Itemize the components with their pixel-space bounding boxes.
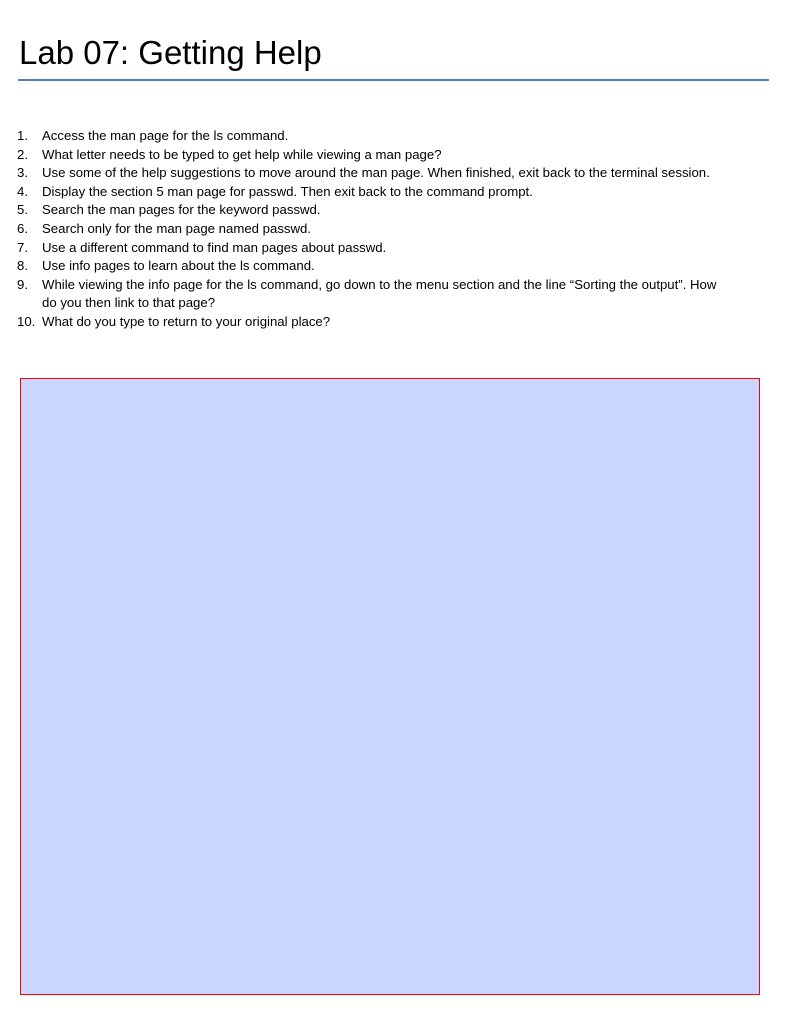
question-number: 2. (17, 146, 28, 162)
question-number: 8. (17, 258, 28, 274)
question-text: Use some of the help suggestions to move around the man page. When finished, exit back to the terminal session. (42, 165, 710, 181)
title-divider (18, 79, 769, 81)
question-item (17, 127, 717, 146)
question-number: 9. (17, 276, 28, 292)
question-item (17, 164, 717, 183)
question-item (17, 220, 717, 239)
question-text: Display the section 5 man page for passwd. Then exit back to the command prompt. (42, 183, 533, 199)
question-item (17, 313, 717, 332)
question-text: Use a different command to find man pages about passwd. (42, 239, 387, 255)
question-text: What do you type to return to your original place? (42, 313, 331, 329)
question-item (17, 239, 717, 258)
question-number: 4. (17, 183, 28, 199)
question-text: Access the man page for the ls command. (42, 128, 289, 143)
question-number: 10. (17, 313, 36, 329)
answer-area (20, 378, 760, 995)
question-item (17, 201, 717, 220)
question-item (17, 276, 717, 313)
question-number: 5. (17, 202, 28, 218)
question-text: While viewing the info page for the ls command, go down to the menu section and the line “Sorting the output”. How do you then link to that page? (42, 276, 717, 311)
question-text: What letter needs to be typed to get help while viewing a man page? (42, 146, 442, 162)
question-item (17, 257, 717, 276)
question-number: 3. (17, 165, 28, 181)
page-title: Lab 07: Getting Help (19, 34, 322, 71)
question-number: 6. (17, 220, 28, 236)
question-list (17, 127, 717, 332)
question-item (17, 146, 717, 165)
question-text: Search the man pages for the keyword passwd. (42, 202, 321, 218)
question-number: 7. (17, 239, 28, 255)
question-text: Search only for the man page named passwd. (42, 220, 312, 236)
question-number: 1. (17, 128, 28, 143)
question-item (17, 183, 717, 202)
question-text: Use info pages to learn about the ls command. (42, 258, 315, 274)
